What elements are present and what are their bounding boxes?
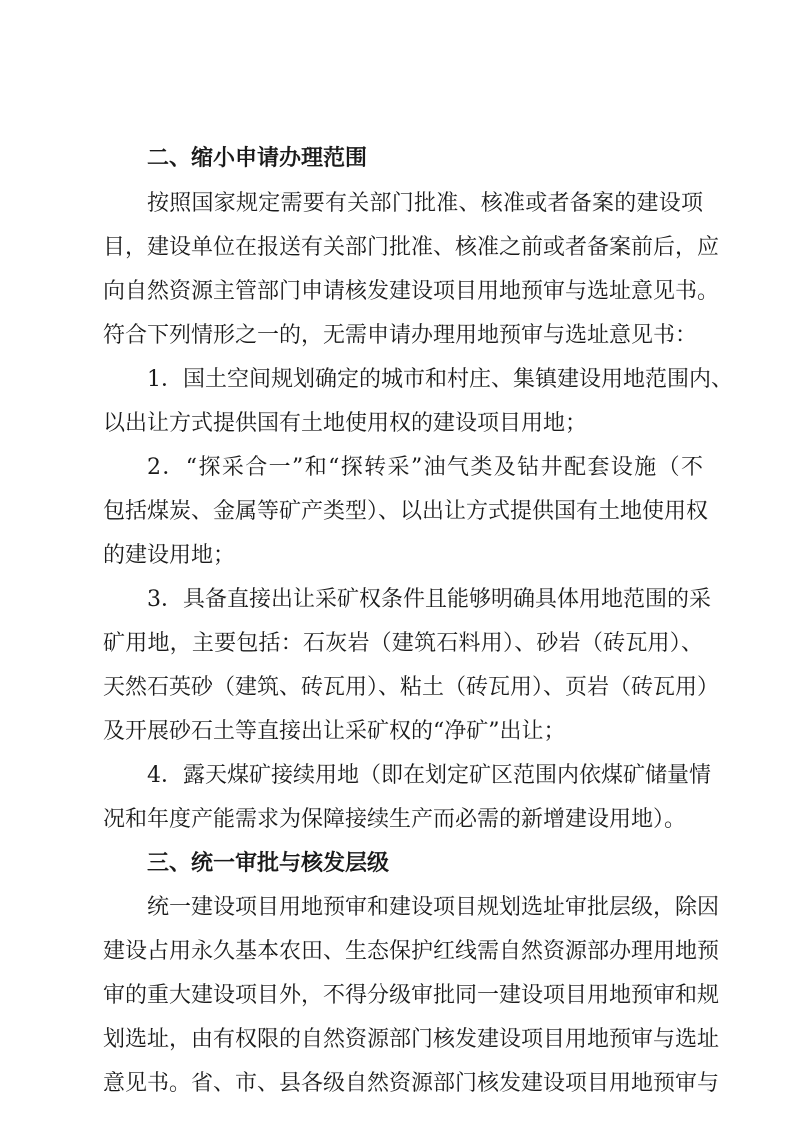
paragraph-line: 审的重大建设项目外，不得分级审批同一建设项目用地预审和规 bbox=[103, 983, 720, 1008]
list-item-3-line: 天然石英砂（建筑、砖瓦用）、粘土（砖瓦用）、页岩（砖瓦用） bbox=[103, 675, 720, 700]
list-item-3-line: 3．具备直接出让采矿权条件且能够明确具体用地范围的采 bbox=[147, 587, 711, 612]
paragraph-line: 目，建设单位在报送有关部门批准、核准之前或者备案前后，应 bbox=[103, 235, 720, 260]
paragraph-line: 按照国家规定需要有关部门批准、核准或者备案的建设项 bbox=[147, 191, 703, 216]
paragraph-line: 统一建设项目用地预审和建设项目规划选址审批层级，除因 bbox=[147, 895, 720, 920]
paragraph-line: 建设占用永久基本农田、生态保护红线需自然资源部办理用地预 bbox=[103, 939, 720, 964]
list-item-4-line: 况和年度产能需求为保障接续生产而必需的新增建设用地）。 bbox=[103, 807, 687, 832]
list-item-2-line: 2．“探采合一”和“探转采”油气类及钻井配套设施（不 bbox=[147, 455, 703, 480]
paragraph-line: 划选址，由有权限的自然资源部门核发建设项目用地预审与选址 bbox=[103, 1027, 720, 1052]
list-item-4-line: 4．露天煤矿接续用地（即在划定矿区范围内依煤矿储量情 bbox=[147, 763, 711, 788]
section-heading-2: 二、缩小申请办理范围 bbox=[147, 146, 368, 171]
list-item-2-line: 包括煤炭、金属等矿产类型）、以出让方式提供国有土地使用权 bbox=[103, 499, 709, 524]
list-item-1-line: 以出让方式提供国有土地使用权的建设项目用地； bbox=[103, 411, 588, 436]
paragraph-line: 向自然资源主管部门申请核发建设项目用地预审与选址意见书。 bbox=[103, 279, 720, 304]
list-item-3-line: 及开展砂石土等直接出让采矿权的“净矿”出让； bbox=[103, 719, 566, 744]
list-item-1-line: 1．国土空间规划确定的城市和村庄、集镇建设用地范围内、 bbox=[147, 367, 733, 392]
paragraph-line: 意见书。省、市、县各级自然资源部门核发建设项目用地预审与 bbox=[103, 1071, 720, 1096]
list-item-2-line: 的建设用地； bbox=[103, 543, 236, 568]
section-heading-3: 三、统一审批与核发层级 bbox=[147, 851, 390, 876]
paragraph-line: 符合下列情形之一的，无需申请办理用地预审与选址意见书： bbox=[103, 323, 698, 348]
list-item-3-line: 矿用地，主要包括：石灰岩（建筑石料用）、砂岩（砖瓦用）、 bbox=[103, 631, 703, 656]
